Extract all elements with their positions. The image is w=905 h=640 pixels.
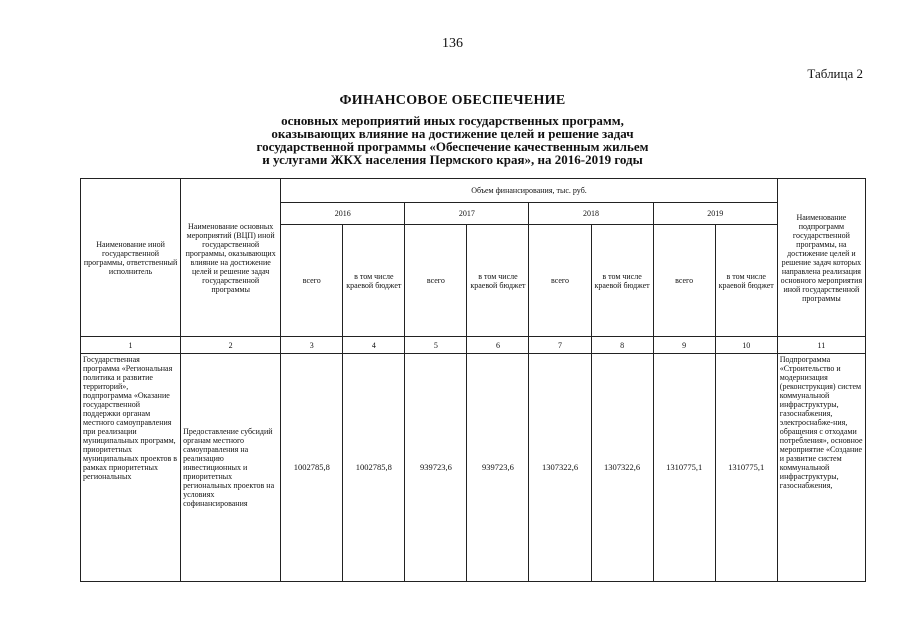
- column-number-row: [81, 337, 866, 354]
- table-row: [81, 354, 866, 582]
- header-regional-2019: в том числе краевой бюджет: [715, 225, 777, 337]
- column-number: 8: [591, 337, 653, 354]
- subtitle-line: государственной программы «Обеспечение качественным жильем: [256, 139, 649, 154]
- document-title: ФИНАНСОВОЕ ОБЕСПЕЧЕНИЕ: [339, 93, 566, 108]
- program-name-cell: Государственная программа «Региональная политика и развитие территорий», подпрограмма «Оказание государственной поддержки органам местного самоуправления при реализации муниципальных программ, приоритетных муниципальных проектов в рамках приоритетных региональных: [81, 354, 181, 582]
- subtitle-line: оказывающих влияние на достижение целей и решение задач: [271, 126, 634, 141]
- value-regional-2018: 1307322,6: [591, 354, 653, 582]
- subtitle-line: и услугами ЖКХ населения Пермского края», на 2016-2019 годы: [262, 152, 643, 167]
- header-volume: Объем финансирования, тыс. руб.: [281, 179, 778, 203]
- header-total-2019: всего: [653, 225, 715, 337]
- measure-name-cell: Предоставление субсидий органам местного самоуправления на реализацию инвестиционных и приоритетных региональных проектов на условиях софинансирования: [181, 354, 281, 582]
- header-year-2016: 2016: [281, 203, 405, 225]
- column-number: 1: [81, 337, 181, 354]
- column-number: 6: [467, 337, 529, 354]
- column-number: 10: [715, 337, 777, 354]
- value-regional-2017: 939723,6: [467, 354, 529, 582]
- header-year-2018: 2018: [529, 203, 653, 225]
- subtitle-line: основных мероприятий иных государственных программ,: [281, 113, 624, 128]
- column-number: 9: [653, 337, 715, 354]
- column-number: 3: [281, 337, 343, 354]
- value-total-2017: 939723,6: [405, 354, 467, 582]
- header-year-2019: 2019: [653, 203, 777, 225]
- header-subprogram: Наименование подпрограмм государственной программы, на достижение целей и решение задач которых направлена реализация основного мероприятия иной государственной программы: [777, 179, 865, 337]
- header-measure: Наименование основных мероприятий (ВЦП) иной государственной программы, оказывающих влияние на достижение целей и решение задач государственной программы: [181, 179, 281, 337]
- column-number: 11: [777, 337, 865, 354]
- value-total-2018: 1307322,6: [529, 354, 591, 582]
- header-total-2017: всего: [405, 225, 467, 337]
- document-subtitle: [0, 114, 905, 166]
- header-regional-2018: в том числе краевой бюджет: [591, 225, 653, 337]
- column-number: 5: [405, 337, 467, 354]
- column-number: 4: [343, 337, 405, 354]
- value-regional-2016: 1002785,8: [343, 354, 405, 582]
- value-total-2016: 1002785,8: [281, 354, 343, 582]
- table-label: Таблица 2: [807, 66, 863, 81]
- page-number: 136: [442, 36, 463, 51]
- value-total-2019: 1310775,1: [653, 354, 715, 582]
- financing-table: [80, 178, 866, 582]
- subprogram-name-cell: Подпрограмма «Строительство и модернизация (реконструкция) систем коммунальной инфраструктуры, газоснабжения, электроснабже-ния, обращения с отходами потребления», основное мероприятие «Создание и развитие систем коммунальной инфраструктуры, газоснабжения,: [777, 354, 865, 582]
- header-regional-2017: в том числе краевой бюджет: [467, 225, 529, 337]
- column-number: 2: [181, 337, 281, 354]
- value-regional-2019: 1310775,1: [715, 354, 777, 582]
- header-year-2017: 2017: [405, 203, 529, 225]
- column-number: 7: [529, 337, 591, 354]
- header-program: Наименование иной государственной программы, ответственный исполнитель: [81, 179, 181, 337]
- header-regional-2016: в том числе краевой бюджет: [343, 225, 405, 337]
- header-total-2016: всего: [281, 225, 343, 337]
- header-total-2018: всего: [529, 225, 591, 337]
